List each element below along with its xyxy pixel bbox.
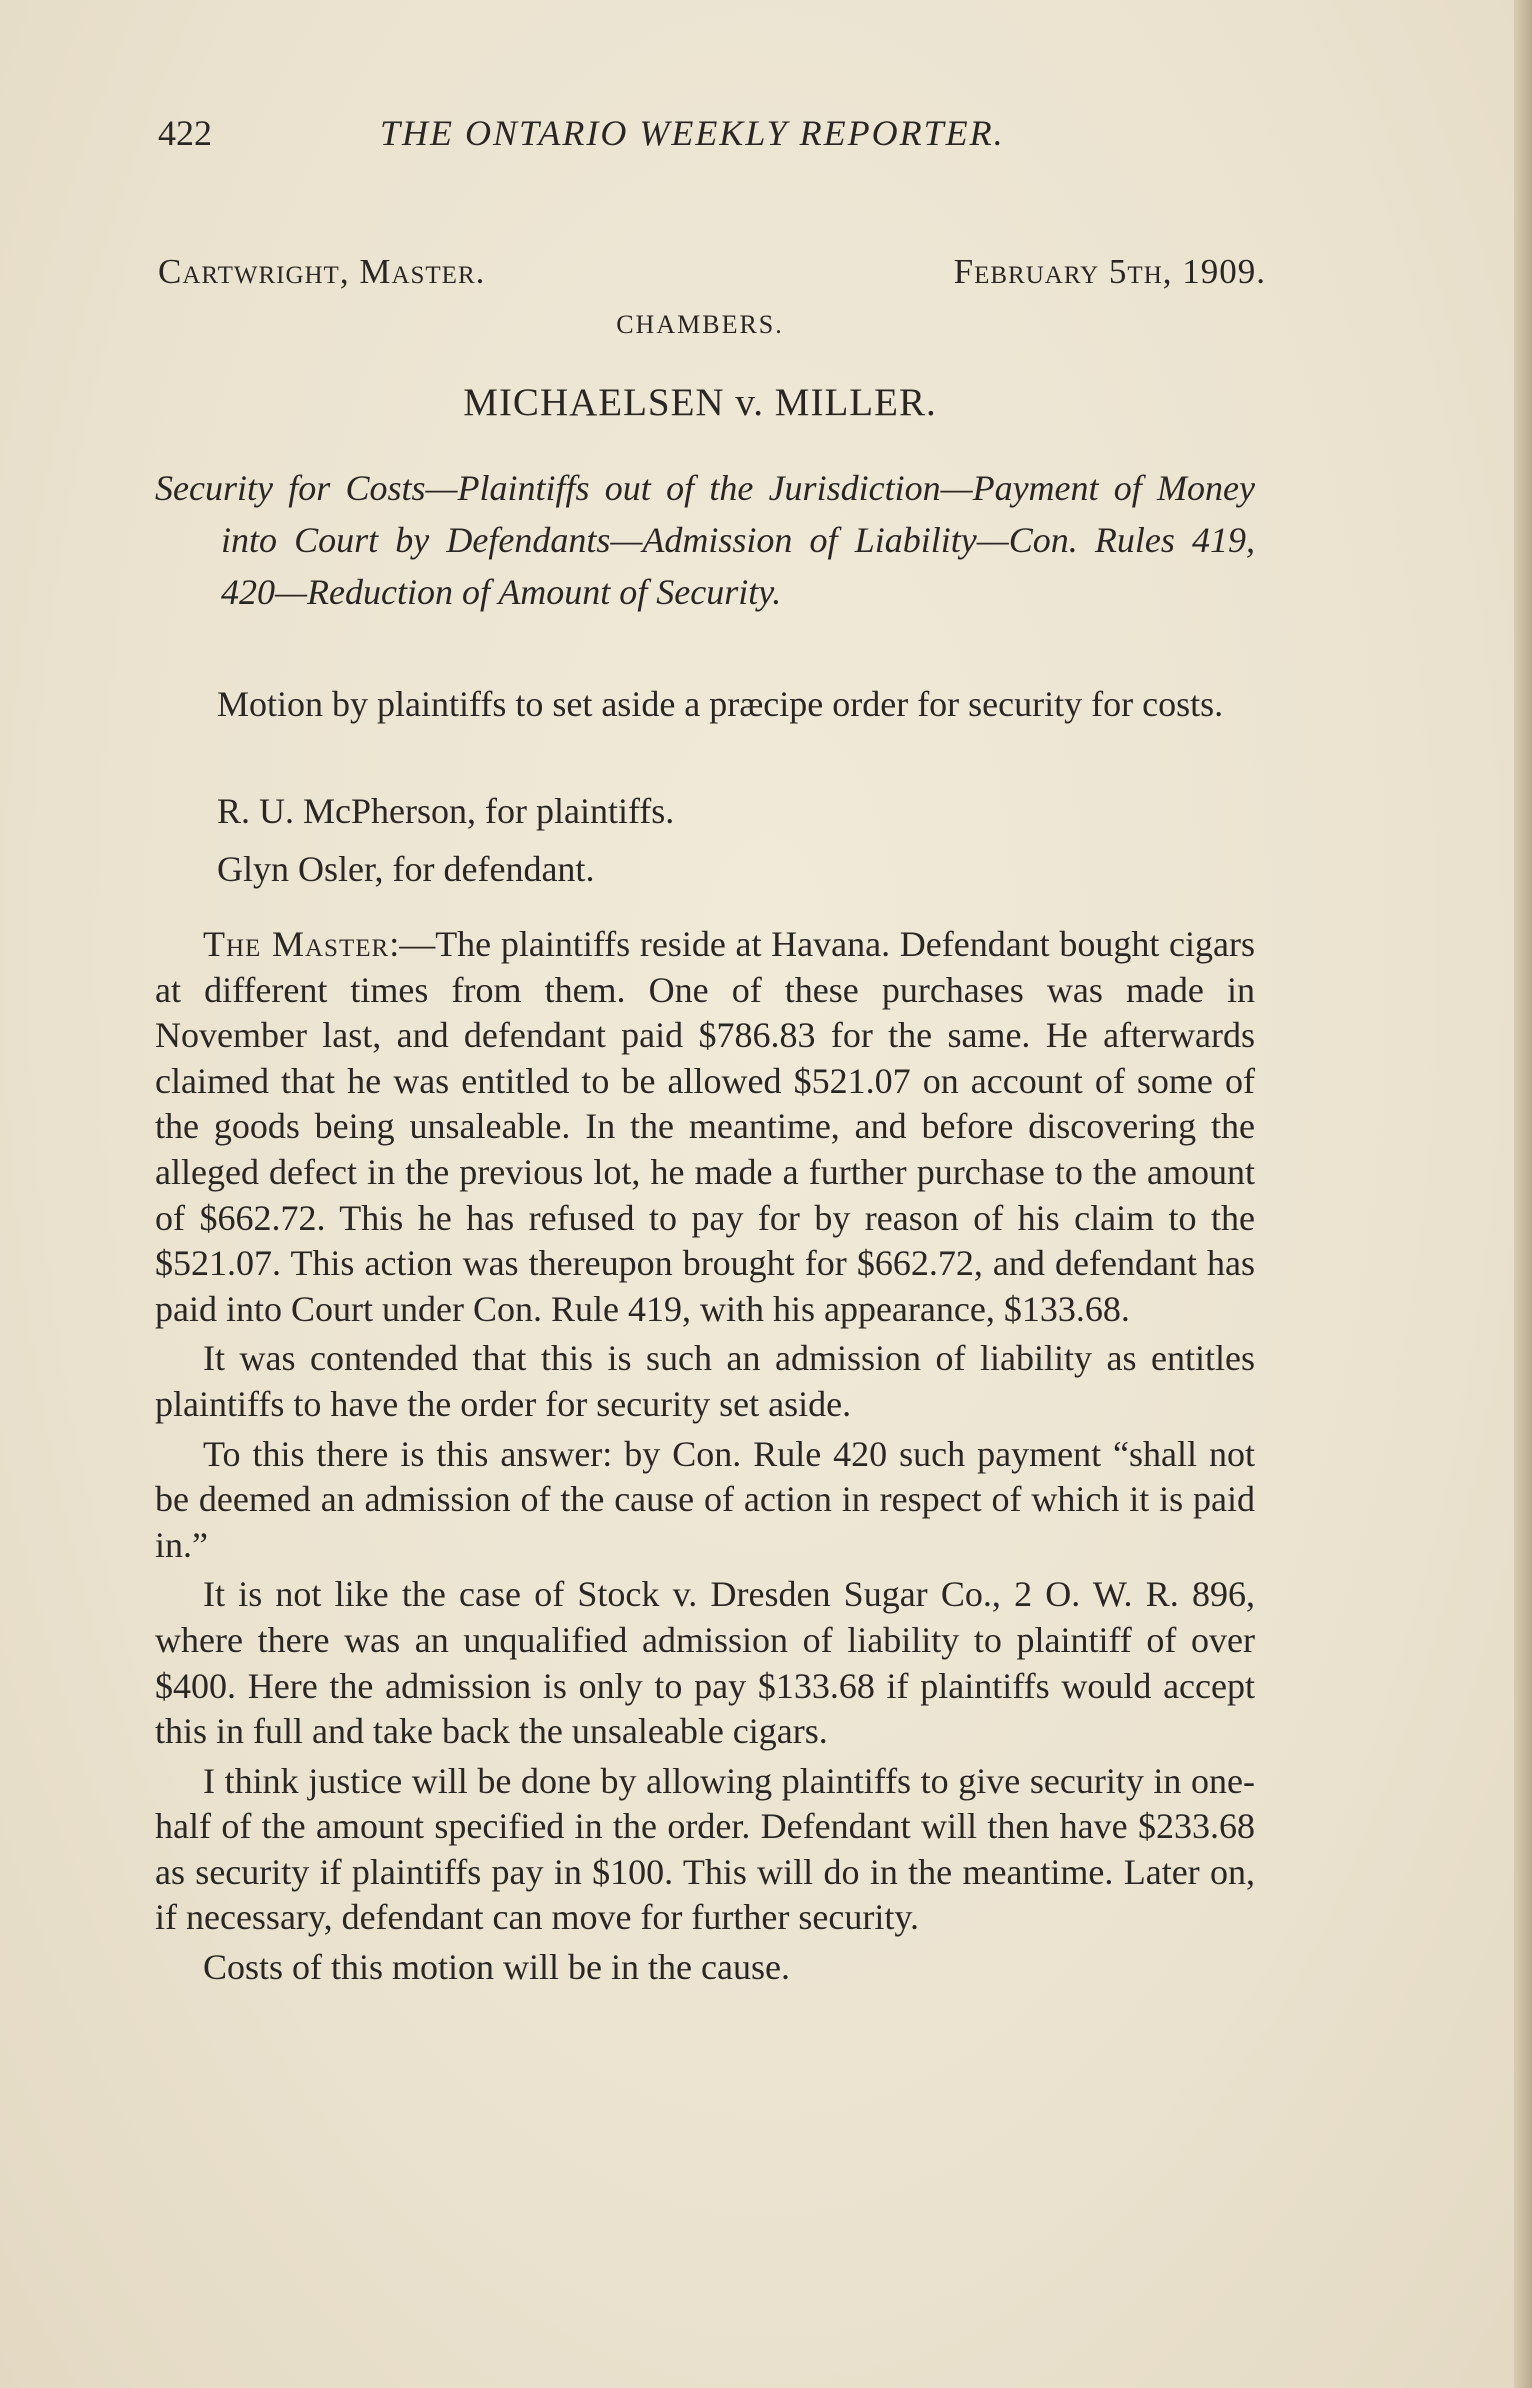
motion-paragraph: Motion by plaintiffs to set aside a præcipe order for security for costs. <box>217 684 1224 724</box>
page-number: 422 <box>158 113 212 153</box>
counsel-defendant: Glyn Osler, for defendant. <box>217 849 595 889</box>
running-head <box>158 112 1258 172</box>
journal-title: THE ONTARIO WEEKLY REPORTER. <box>380 113 1005 153</box>
counsel-plaintiffs: R. U. McPherson, for plaintiffs. <box>217 791 675 831</box>
judgment-paragraph-5: I think justice will be done by allowing plaintiffs to give security in one-half of the amount specified in the order. Defendant will then have $233.68 as security if plaintiffs pay in $100. This will do in the meantime. Later on, if necessary, defendant can move for further security. <box>155 1760 1255 1938</box>
judgment-text <box>155 922 1255 1991</box>
headnote <box>155 462 1255 618</box>
judge-name: Cartwright, Master. <box>158 252 486 291</box>
speaker-label: The Master <box>203 924 390 964</box>
judgment-paragraph-4: It is not like the case of Stock v. Dresden Sugar Co., 2 O. W. R. 896, where there was an unqualified admission of liability to plaintiff of over $400. Here the admission is only to pay $133.68 if plaintiffs would accept this in full and take back the unsaleable cigars. <box>155 1574 1255 1752</box>
page-edge-shadow <box>1514 0 1532 2388</box>
judgment-paragraph-3: To this there is this answer: by Con. Rule 420 such payment “shall not be deemed an admission of the cause of action in respect of which it is paid in.” <box>155 1433 1255 1565</box>
decision-date: February 5th, 1909. <box>953 252 1266 291</box>
caption-line <box>158 252 1266 302</box>
judgment-paragraph-2: It was contended that this is such an admission of liability as entitles plaintiffs to have the order for security set aside. <box>155 1338 1255 1424</box>
headnote-text: Security for Costs—Plaintiffs out of the Jurisdiction—Payment of Money into Court by Defendants—Admission of Liability—Con. Rules 419, 420—Reduction of Amount of Security. <box>155 468 1255 612</box>
judgment-paragraph-6: Costs of this motion will be in the cause. <box>203 1947 790 1988</box>
case-name: MICHAELSEN v. MILLER. <box>463 381 937 424</box>
paragraph-1-text: :—The plaintiffs reside at Havana. Defendant bought cigars at different times from them. One of these purchases was made in November last, and defendant paid $786.83 for the same. He afterwards claimed that he was entitled to be allowed $521.07 on account of some of the goods being unsaleable. In the meantime, and before discovering the alleged defect in the previous lot, he made a further purchase to the amount of $662.72. This he has refused to pay for by reason of his claim to the $521.07. This action was thereupon brought for $662.72, and defendant has paid into Court under Con. Rule 419, with his appearance, $133.68. <box>155 924 1256 1329</box>
court-name: CHAMBERS. <box>616 310 784 339</box>
judgment-paragraph-1 <box>155 922 1255 1332</box>
